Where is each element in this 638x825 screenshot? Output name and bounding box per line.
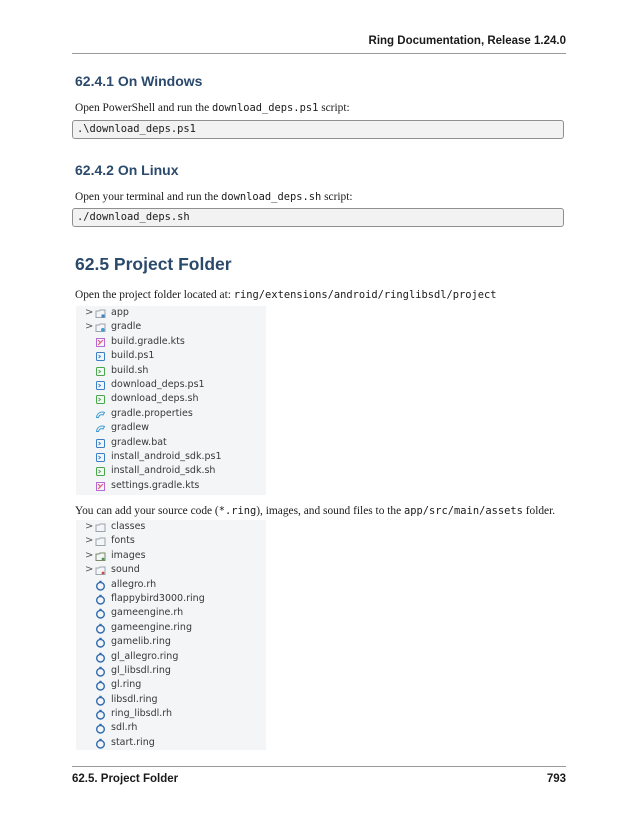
ring-file-icon — [95, 666, 106, 677]
windows-text-before: Open PowerShell and run the — [75, 102, 212, 114]
shell-file-icon — [95, 366, 106, 377]
tree-item[interactable] — [76, 364, 266, 378]
ring-file-icon — [95, 738, 106, 749]
tree-item[interactable] — [76, 721, 266, 735]
powershell-file-icon — [95, 351, 106, 362]
linux-text-before: Open your terminal and run the — [75, 191, 222, 203]
tree-item[interactable] — [76, 693, 266, 707]
tree-item[interactable] — [76, 621, 266, 635]
tree-item-label: app — [111, 307, 129, 318]
tree-item-label: images — [111, 549, 146, 561]
windows-text-after: script: — [318, 102, 350, 114]
tree-item-label: allegro.rh — [111, 578, 157, 590]
tree-item[interactable] — [76, 707, 266, 721]
powershell-file-icon — [95, 438, 106, 449]
tree-item-label: sound — [111, 564, 140, 576]
project-path: ring/extensions/android/ringlibsdl/project — [233, 289, 497, 301]
tree-item[interactable] — [76, 736, 266, 750]
tree-item[interactable] — [76, 407, 266, 421]
linux-script-name: download_deps.sh — [221, 191, 322, 203]
tree-item[interactable] — [76, 520, 266, 534]
shell-file-icon — [95, 394, 106, 405]
tree-item-label: flappybird3000.ring — [111, 592, 205, 604]
tree-item[interactable] — [76, 479, 266, 493]
tree-item-label: install_android_sdk.sh — [111, 465, 216, 477]
tree-item[interactable] — [76, 335, 266, 349]
tree-item[interactable] — [76, 349, 266, 363]
powershell-file-icon — [95, 452, 106, 463]
chevron-right-icon[interactable]: > — [85, 521, 94, 532]
tree-item[interactable] — [76, 421, 266, 435]
tree-item-label: gradlew.bat — [111, 436, 167, 448]
tree-item[interactable] — [76, 549, 266, 563]
windows-paragraph — [75, 102, 350, 114]
tree-item-label: gradle.properties — [111, 407, 193, 419]
tree-item-label: sdl.rh — [111, 722, 138, 734]
page-header-title: Ring Documentation, Release 1.24.0 — [368, 35, 566, 47]
source-paragraph — [75, 505, 555, 517]
footer-divider — [72, 766, 566, 767]
tree-item[interactable] — [76, 450, 266, 464]
source-text-1: You can add your source code ( — [75, 505, 219, 517]
chevron-right-icon[interactable]: > — [85, 535, 94, 547]
tree-item[interactable] — [76, 578, 266, 592]
tree-item-label: download_deps.sh — [111, 393, 199, 405]
tree-item-label: fonts — [111, 535, 135, 547]
tree-item[interactable] — [76, 534, 266, 548]
image-folder-icon — [95, 551, 106, 562]
tree-item[interactable] — [76, 464, 266, 478]
heading-project-folder: 62.5 Project Folder — [75, 254, 232, 274]
gradle-file-icon — [95, 423, 106, 434]
shell-file-icon — [95, 466, 106, 477]
tree-item[interactable] — [76, 678, 266, 692]
tree-item[interactable] — [76, 635, 266, 649]
tree-item-label: build.gradle.kts — [111, 335, 185, 347]
tree-item-label: download_deps.ps1 — [111, 378, 205, 390]
tree-item-label: build.ps1 — [111, 350, 155, 362]
source-ring-glob: *.ring — [218, 505, 257, 517]
tree-item-label: settings.gradle.kts — [111, 479, 200, 491]
ring-file-icon — [95, 608, 106, 619]
tree-item-label: libsdl.ring — [111, 693, 158, 705]
ring-file-icon — [95, 723, 106, 734]
ring-file-icon — [95, 680, 106, 691]
tree-item[interactable] — [76, 392, 266, 406]
linux-text-after: script: — [321, 191, 353, 203]
tree-item[interactable] — [76, 592, 266, 606]
module-folder-icon — [95, 308, 106, 319]
gradle-folder-icon — [95, 322, 106, 333]
chevron-right-icon[interactable]: > — [85, 307, 94, 318]
source-text-3: folder. — [522, 505, 556, 517]
tree-item-label: build.sh — [111, 364, 149, 376]
tree-item-label: start.ring — [111, 736, 155, 748]
chevron-right-icon[interactable]: > — [85, 564, 94, 576]
linux-paragraph — [75, 191, 353, 203]
ring-file-icon — [95, 695, 106, 706]
tree-item[interactable] — [76, 563, 266, 577]
heading-on-linux: 62.4.2 On Linux — [75, 162, 179, 178]
source-text-2: ), images, and sound files to the — [256, 505, 404, 517]
source-assets-path: app/src/main/assets — [404, 505, 523, 517]
tree-item-label: classes — [111, 521, 146, 532]
ring-file-icon — [95, 652, 106, 663]
ring-file-icon — [95, 594, 106, 605]
tree-item[interactable] — [76, 606, 266, 620]
tree-item-label: gradlew — [111, 422, 150, 434]
gradle-file-icon — [95, 409, 106, 420]
tree-item[interactable] — [76, 306, 266, 320]
folder-icon — [95, 536, 106, 547]
header-divider — [72, 53, 566, 54]
assets-folder-tree — [76, 520, 266, 750]
chevron-right-icon[interactable]: > — [85, 549, 94, 561]
tree-item[interactable] — [76, 320, 266, 334]
tree-item[interactable] — [76, 378, 266, 392]
windows-code-block: .\download_deps.ps1 — [72, 120, 564, 139]
tree-item-label: gameengine.rh — [111, 607, 184, 619]
linux-code-block: ./download_deps.sh — [72, 208, 564, 227]
ring-file-icon — [95, 580, 106, 591]
tree-item-label: install_android_sdk.ps1 — [111, 450, 222, 462]
sound-folder-icon — [95, 565, 106, 576]
chevron-right-icon[interactable]: > — [85, 321, 94, 333]
heading-on-windows: 62.4.1 On Windows — [75, 73, 203, 89]
powershell-file-icon — [95, 380, 106, 391]
footer-page-number: 793 — [546, 773, 566, 785]
folder-icon — [95, 522, 106, 533]
tree-item[interactable] — [76, 664, 266, 678]
project-folder-tree — [76, 306, 266, 495]
ring-file-icon — [95, 623, 106, 634]
tree-item[interactable] — [76, 436, 266, 450]
windows-script-name: download_deps.ps1 — [211, 102, 319, 114]
kotlin-file-icon — [95, 337, 106, 348]
project-paragraph — [75, 289, 497, 301]
tree-item-label: gl_allegro.ring — [111, 650, 179, 662]
tree-item-label: gamelib.ring — [111, 636, 171, 648]
kotlin-file-icon — [95, 481, 106, 492]
ring-file-icon — [95, 637, 106, 648]
tree-item[interactable] — [76, 650, 266, 664]
tree-item-label: gl.ring — [111, 679, 142, 691]
project-text-before: Open the project folder located at: — [75, 289, 234, 301]
tree-item-label: gradle — [111, 321, 142, 333]
tree-item-label: ring_libsdl.rh — [111, 708, 173, 720]
footer-section: 62.5. Project Folder — [72, 773, 179, 785]
tree-item-label: gameengine.ring — [111, 621, 192, 633]
tree-item-label: gl_libsdl.ring — [111, 664, 171, 676]
ring-file-icon — [95, 709, 106, 720]
